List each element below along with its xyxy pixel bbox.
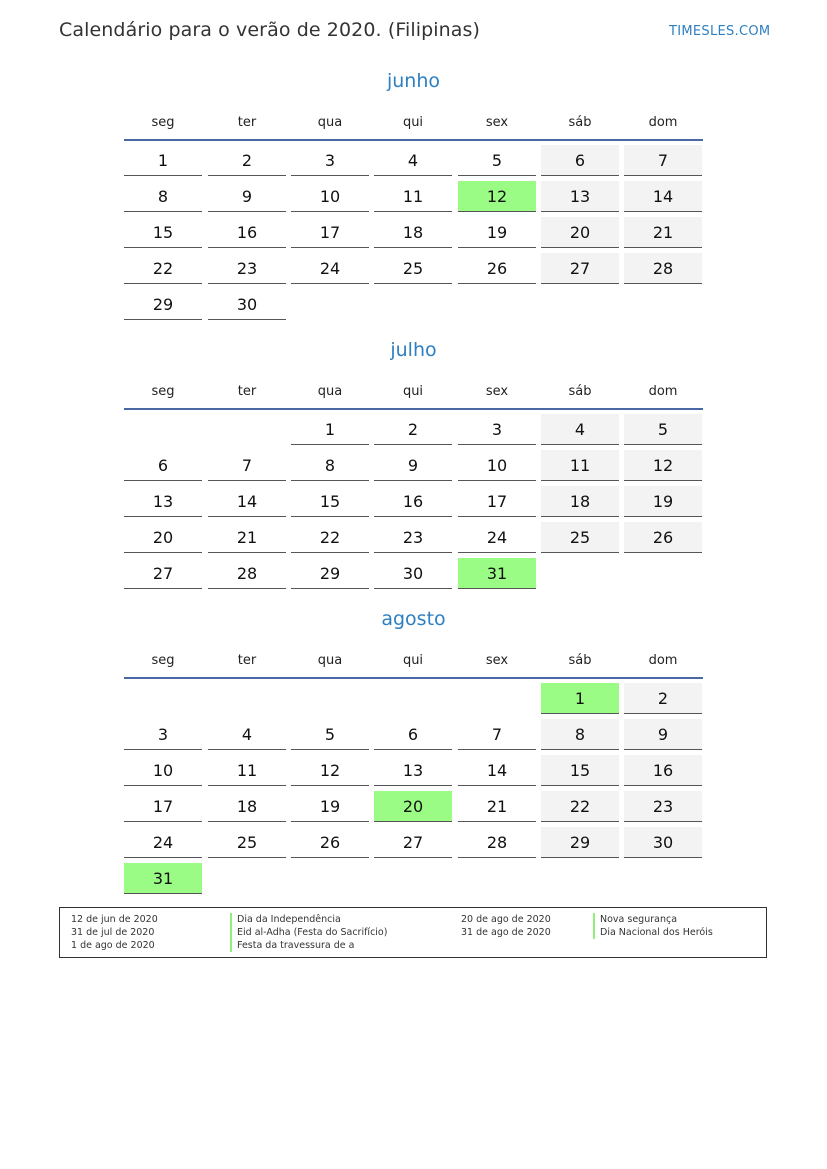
day-cell: 27 (541, 253, 619, 284)
day-cell: 5 (624, 414, 702, 445)
day-cell: 11 (208, 755, 286, 786)
legend-date: 31 de jul de 2020 (71, 927, 155, 938)
day-cell: 5 (458, 145, 536, 176)
weekday-header (124, 653, 703, 667)
day-cell: 24 (124, 827, 202, 858)
day-cell: 14 (624, 181, 702, 212)
day-cell: 15 (124, 217, 202, 248)
day-cell: 12 (291, 755, 369, 786)
day-cell: 7 (458, 719, 536, 750)
day-cell: 23 (374, 522, 452, 553)
page-title: Calendário para o verão de 2020. (Filipinas) (59, 19, 481, 41)
legend-date: 31 de ago de 2020 (461, 927, 551, 938)
day-cell: 4 (374, 145, 452, 176)
day-cell: 8 (124, 181, 202, 212)
day-cell: 16 (624, 755, 702, 786)
day-cell: 23 (624, 791, 702, 822)
month-name: junho (386, 70, 441, 92)
weekday-label: dom (648, 653, 678, 668)
day-cell: 10 (124, 755, 202, 786)
day-cell: 28 (624, 253, 702, 284)
weekday-label: sáb (568, 653, 592, 668)
day-cell: 21 (208, 522, 286, 553)
month-rule (124, 677, 703, 679)
day-cell: 16 (374, 486, 452, 517)
day-cell: 21 (458, 791, 536, 822)
day-cell: 12 (624, 450, 702, 481)
day-cell: 25 (208, 827, 286, 858)
day-cell: 1 (291, 414, 369, 445)
legend-date: 1 de ago de 2020 (71, 940, 155, 951)
day-cell: 23 (208, 253, 286, 284)
day-cell: 17 (291, 217, 369, 248)
day-cell: 5 (291, 719, 369, 750)
day-cell: 29 (124, 289, 202, 320)
weekday-label: qua (317, 653, 343, 668)
day-cell: 22 (291, 522, 369, 553)
month-rule (124, 139, 703, 141)
day-cell: 10 (291, 181, 369, 212)
weekday-header (124, 115, 703, 129)
day-cell: 9 (208, 181, 286, 212)
day-cell: 22 (124, 253, 202, 284)
day-cell: 2 (208, 145, 286, 176)
day-cell: 10 (458, 450, 536, 481)
weekday-label: sáb (568, 115, 592, 130)
weekday-label: ter (237, 653, 257, 668)
holiday-day-cell: 1 (541, 683, 619, 714)
day-cell: 20 (541, 217, 619, 248)
day-cell: 16 (208, 217, 286, 248)
month-name: julho (390, 339, 437, 361)
holiday-day-cell: 12 (458, 181, 536, 212)
day-cell: 26 (624, 522, 702, 553)
day-cell: 30 (374, 558, 452, 589)
day-cell: 18 (541, 486, 619, 517)
day-cell: 17 (458, 486, 536, 517)
weekday-label: sex (485, 384, 509, 399)
legend-holiday-name: Nova segurança (593, 913, 713, 926)
day-cell: 18 (208, 791, 286, 822)
day-cell: 11 (374, 181, 452, 212)
day-cell: 9 (624, 719, 702, 750)
holiday-day-cell: 31 (124, 863, 202, 894)
holiday-legend (59, 907, 767, 958)
day-cell: 25 (374, 253, 452, 284)
weekday-label: qua (317, 115, 343, 130)
day-cell: 9 (374, 450, 452, 481)
weekday-label: sáb (568, 384, 592, 399)
day-cell: 21 (624, 217, 702, 248)
holiday-day-cell: 31 (458, 558, 536, 589)
day-cell: 6 (541, 145, 619, 176)
legend-holiday-name: Eid al-Adha (Festa do Sacrifício) (230, 926, 387, 939)
day-cell: 20 (124, 522, 202, 553)
holiday-day-cell: 20 (374, 791, 452, 822)
weekday-label: ter (237, 384, 257, 399)
day-cell: 19 (291, 791, 369, 822)
day-cell: 24 (458, 522, 536, 553)
day-cell: 27 (124, 558, 202, 589)
day-cell: 25 (541, 522, 619, 553)
weekday-label: qui (402, 384, 424, 399)
legend-holiday-name: Festa da travessura de a (230, 939, 387, 952)
day-cell: 18 (374, 217, 452, 248)
day-cell: 13 (124, 486, 202, 517)
day-cell: 4 (541, 414, 619, 445)
weekday-label: dom (648, 384, 678, 399)
day-cell: 24 (291, 253, 369, 284)
day-cell: 26 (458, 253, 536, 284)
day-cell: 8 (541, 719, 619, 750)
month-name: agosto (381, 608, 446, 630)
legend-holiday-name: Dia Nacional dos Heróis (593, 926, 713, 939)
weekday-label: seg (151, 115, 175, 130)
day-cell: 30 (624, 827, 702, 858)
day-cell: 19 (458, 217, 536, 248)
day-cell: 15 (291, 486, 369, 517)
legend-dates-right (461, 913, 551, 939)
day-cell: 28 (208, 558, 286, 589)
weekday-label: qui (402, 115, 424, 130)
month-rule (124, 408, 703, 410)
day-cell: 11 (541, 450, 619, 481)
day-cell: 6 (124, 450, 202, 481)
day-cell: 15 (541, 755, 619, 786)
weekday-label: qua (317, 384, 343, 399)
weekday-label: seg (151, 384, 175, 399)
legend-date: 20 de ago de 2020 (461, 914, 551, 925)
day-cell: 14 (208, 486, 286, 517)
day-cell: 19 (624, 486, 702, 517)
weekday-label: seg (151, 653, 175, 668)
legend-names-right (593, 913, 713, 939)
weekday-header (124, 384, 703, 398)
day-cell: 6 (374, 719, 452, 750)
day-cell: 27 (374, 827, 452, 858)
day-cell: 13 (374, 755, 452, 786)
legend-holiday-name: Dia da Independência (230, 913, 387, 926)
day-cell: 8 (291, 450, 369, 481)
day-cell: 22 (541, 791, 619, 822)
day-cell: 14 (458, 755, 536, 786)
day-cell: 17 (124, 791, 202, 822)
day-cell: 3 (124, 719, 202, 750)
legend-dates-left (71, 913, 158, 952)
day-cell: 3 (291, 145, 369, 176)
weekday-label: ter (237, 115, 257, 130)
day-cell: 2 (374, 414, 452, 445)
day-cell: 7 (624, 145, 702, 176)
day-cell: 1 (124, 145, 202, 176)
weekday-label: qui (402, 653, 424, 668)
day-cell: 26 (291, 827, 369, 858)
day-cell: 3 (458, 414, 536, 445)
brand-link[interactable]: TIMESLES.COM (669, 24, 771, 39)
weekday-label: sex (485, 115, 509, 130)
day-cell: 7 (208, 450, 286, 481)
weekday-label: dom (648, 115, 678, 130)
day-cell: 13 (541, 181, 619, 212)
day-cell: 30 (208, 289, 286, 320)
legend-names-left (230, 913, 387, 952)
day-cell: 29 (541, 827, 619, 858)
day-cell: 29 (291, 558, 369, 589)
day-cell: 4 (208, 719, 286, 750)
legend-date: 12 de jun de 2020 (71, 914, 158, 925)
day-cell: 2 (624, 683, 702, 714)
weekday-label: sex (485, 653, 509, 668)
day-cell: 28 (458, 827, 536, 858)
